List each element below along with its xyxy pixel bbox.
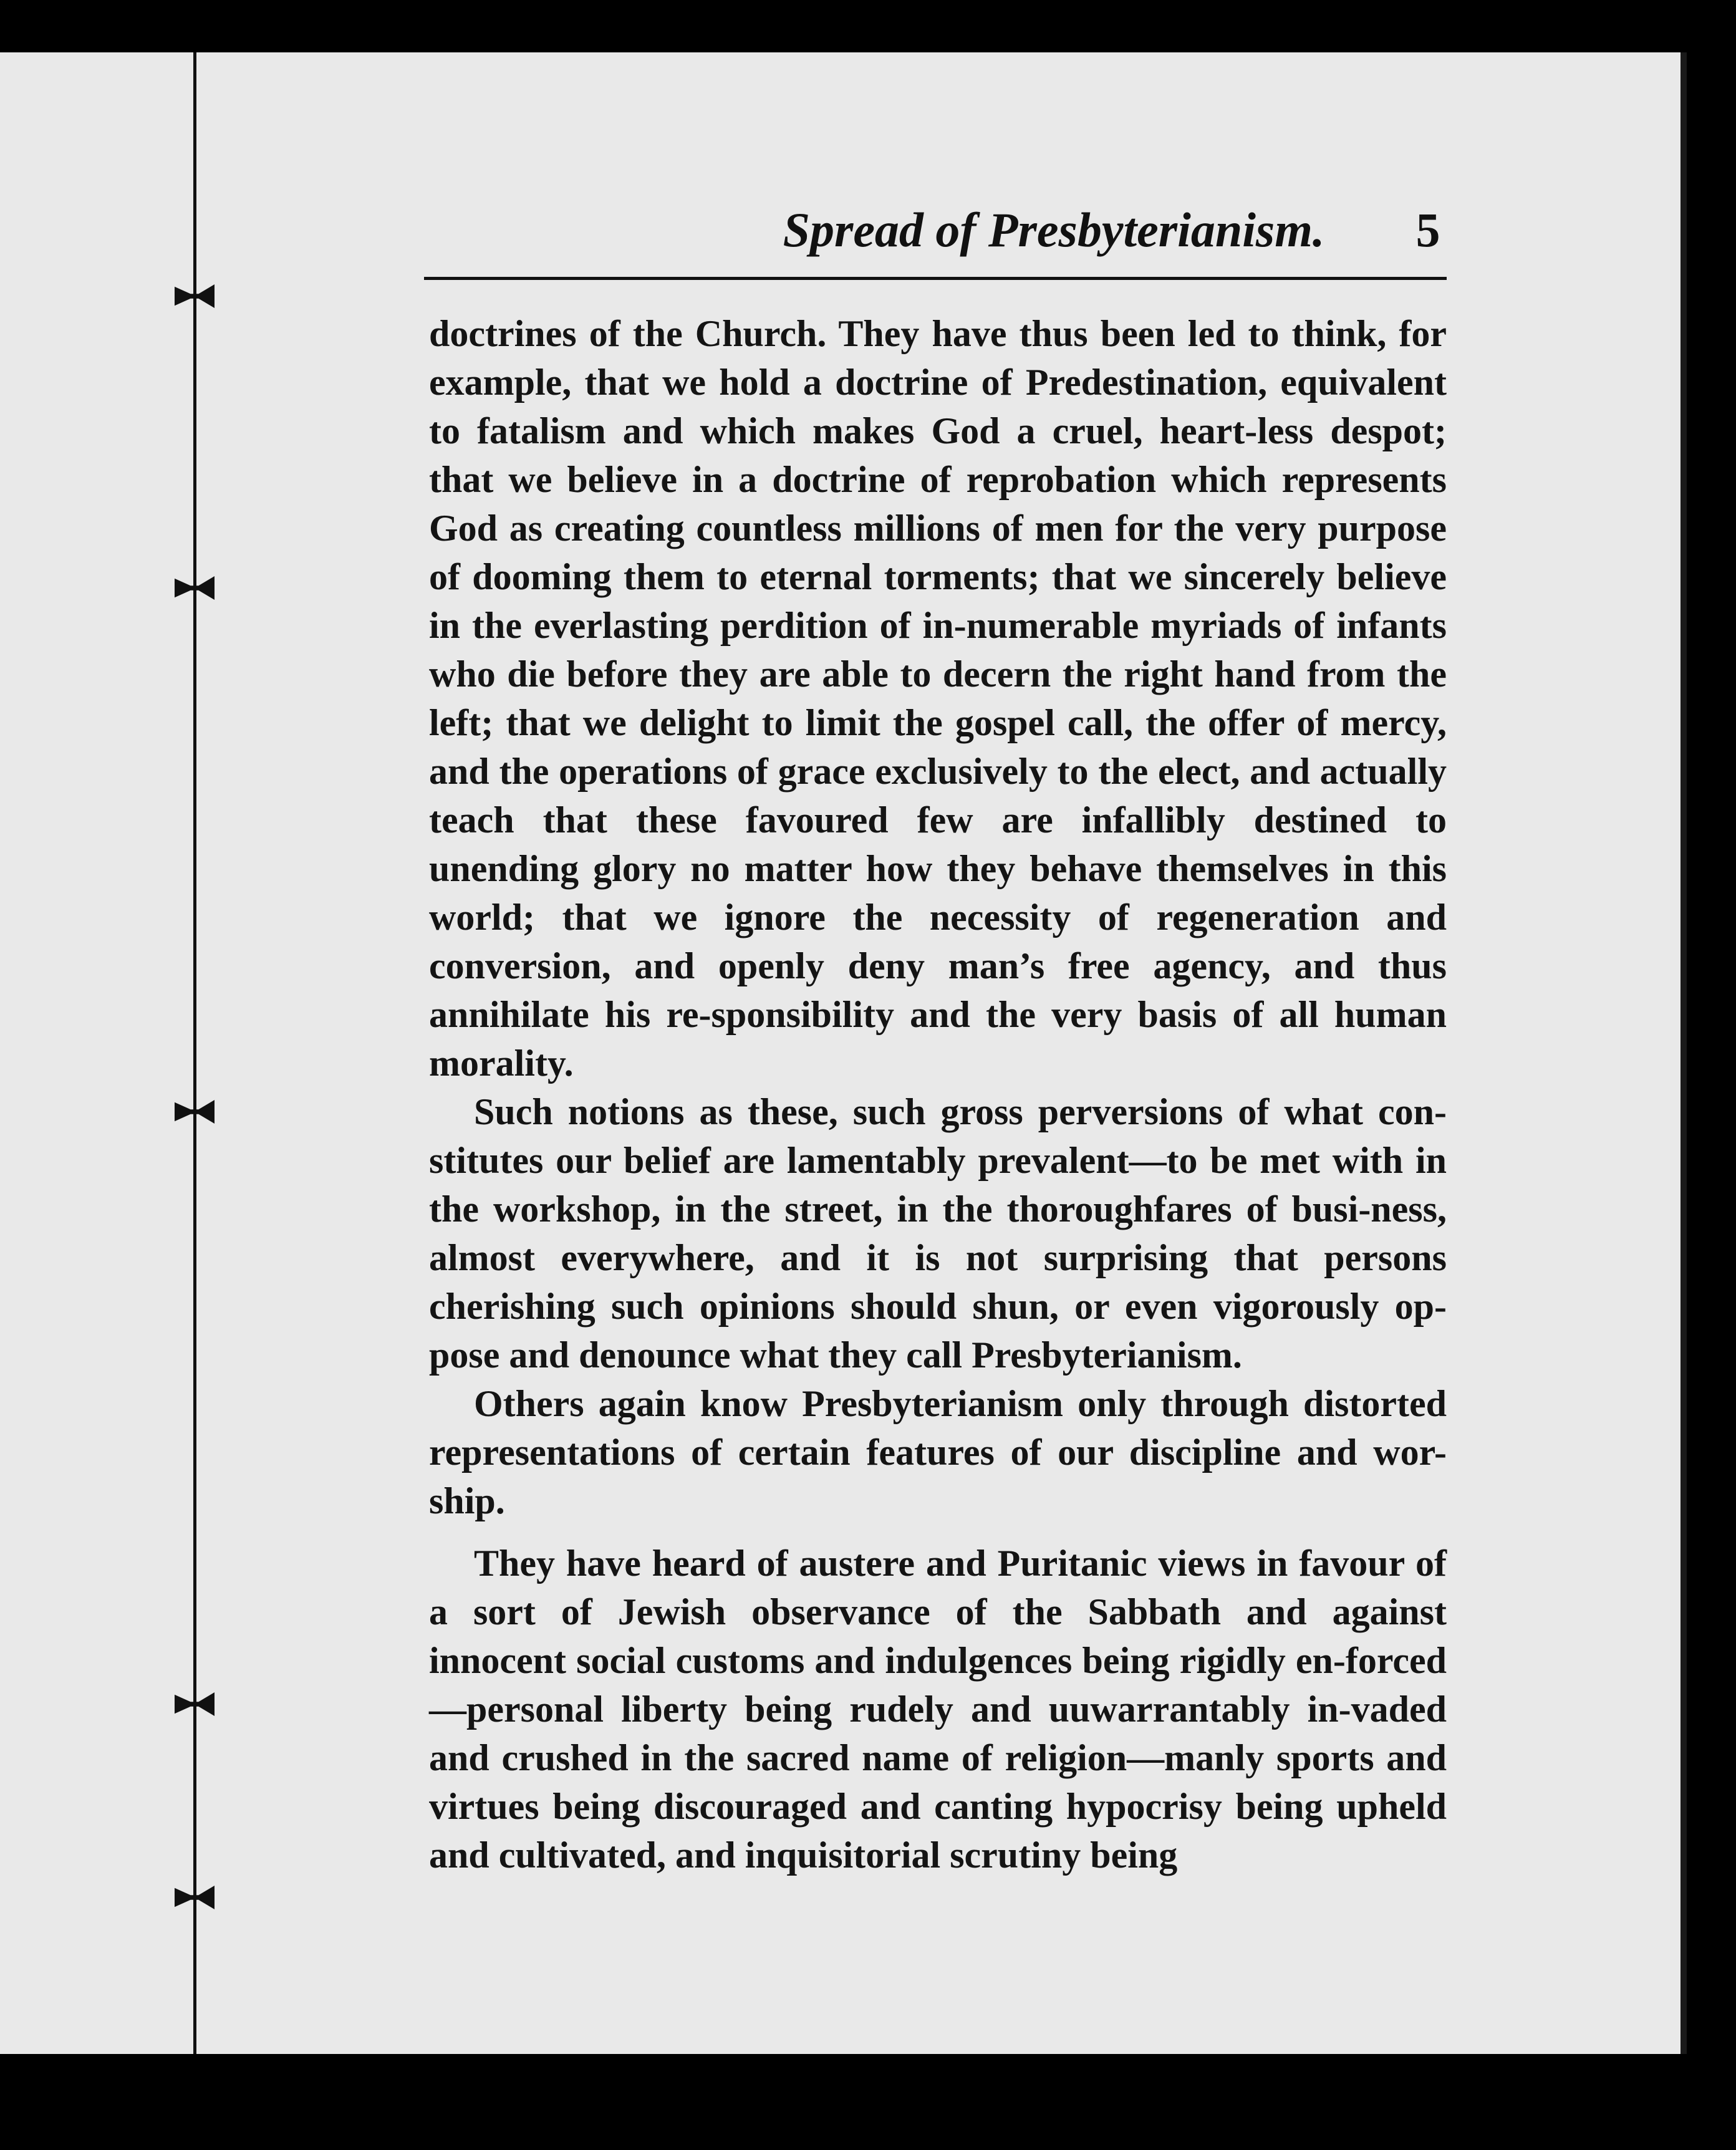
page-number: 5 [1415,203,1440,257]
binding-spine [185,52,217,2054]
body-text [429,309,1447,1879]
spine-line [193,52,196,2054]
header-rule [424,277,1447,280]
paragraph: Others again know Presbyterianism only through distorted representations of certain features of our discipline and wor-ship. [429,1383,1447,1521]
page-edge [1681,52,1687,2054]
running-head: Spread of Presbyterianism. [783,203,1325,257]
paragraph: doctrines of the Church. They have thus been led to think, for example, that we hold a doctrine of Predestination, equivalent to fatalism and which makes God a cruel, heart-less despot; that we believe in a doctrine of reprobation which represents God as creating countless millions of men for the very purpose of dooming them to eternal torments; that we sincerely believe in the everlasting perdition of in-numerable myriads of infants who die before they are able to decern the right hand from the left; that we delight to limit the gospel call, the offer of mercy, and the operations of grace exclusively to the elect, and actually teach that these favoured few are infallibly destined to unending glory no matter how they behave themselves in this world; that we ignore the necessity of regeneration and conversion, and openly deny man’s free agency, and thus annihilate his re-sponsibility and the very basis of all human morality. [429,313,1447,1084]
paragraph: Such notions as these, such gross perversions of what con-stitutes our belief are lamentably prevalent—to be met with in the workshop, in the street, in the thoroughfares of busi-ness, almost everywhere, and it is not surprising that persons cherishing such opinions should shun, or even vigorously op-pose and denounce what they call Presbyterianism. [429,1091,1447,1376]
book-page [0,52,1687,2054]
paragraph: They have heard of austere and Puritanic views in favour of a sort of Jewish observance of the Sabbath and against innocent social customs and indulgences being rigidly en-forced—personal liberty being rudely and uuwarrantably in-vaded and crushed in the sacred name of religion—manly sports and virtues being discouraged and canting hypocrisy being upheld and cultivated, and inquisitorial scrutiny being [429,1543,1447,1876]
